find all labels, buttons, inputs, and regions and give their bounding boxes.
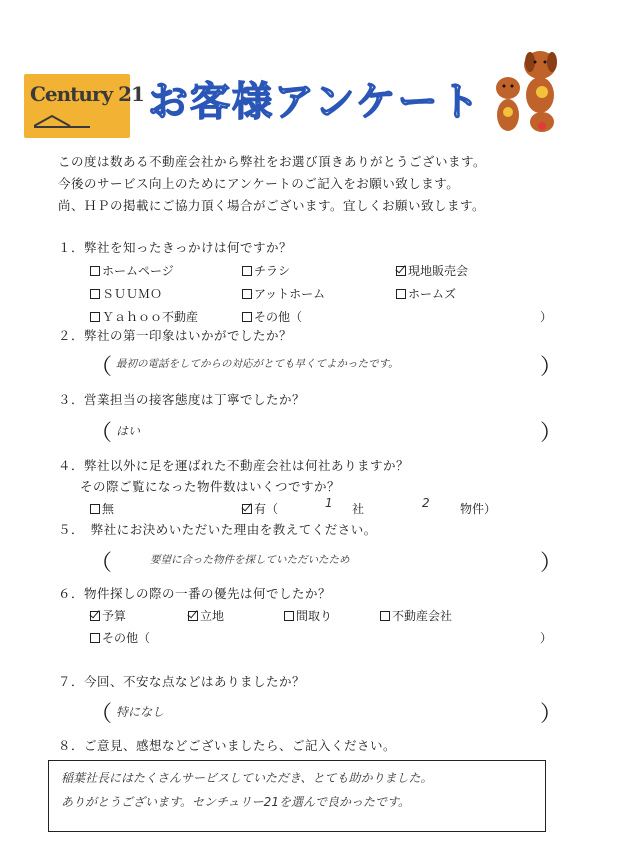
house-roof-icon (34, 114, 90, 128)
century21-logo (24, 74, 144, 138)
q6-question: ６．物件探しの際の一番の優先は何でしたか？ (58, 586, 332, 601)
q1-option-homepage[interactable]: ホームページ (90, 262, 174, 279)
q2-close-paren: ） (540, 355, 563, 380)
checkbox-checked[interactable] (188, 611, 198, 621)
checkbox[interactable] (90, 289, 100, 299)
q5-answer[interactable]: 要望に合った物件を探していただいたため (150, 554, 350, 566)
q6-option-location[interactable]: 立地 (188, 607, 224, 624)
q6-close-paren: ） (540, 631, 553, 645)
q1-question: １．弊社を知ったきっかけは何ですか？ (58, 240, 293, 255)
q4-companies-count[interactable]: 1 (325, 496, 333, 510)
checkbox[interactable] (90, 312, 100, 322)
q6-option-other[interactable]: その他（ (90, 629, 150, 646)
q4-companies-unit: 社 (352, 502, 365, 516)
dog-mascot-icon (470, 40, 580, 140)
q6-option-floorplan[interactable]: 間取り (284, 607, 332, 624)
checkbox[interactable] (380, 611, 390, 621)
checkbox[interactable] (242, 312, 252, 322)
checkbox[interactable] (90, 266, 100, 276)
q4-properties-unit: 物件） (460, 502, 497, 516)
q3-close-paren: ） (540, 421, 563, 446)
q6-option-budget[interactable]: 予算 (90, 607, 126, 624)
checkbox[interactable] (90, 504, 100, 514)
q4-properties-count[interactable]: 2 (422, 496, 430, 510)
q7-open-paren: （ (90, 702, 113, 727)
q1-option-flyer[interactable]: チラシ (242, 262, 290, 279)
q7-question: ７．今回、不安な点などはありましたか？ (58, 674, 306, 689)
q3-open-paren: （ (90, 421, 113, 446)
q3-question: ３．営業担当の接客態度は丁寧でしたか？ (58, 392, 306, 407)
checkbox[interactable] (284, 611, 294, 621)
checkbox[interactable] (242, 266, 252, 276)
q4-question: ４．弊社以外に足を運ばれた不動産会社は何社ありますか？ (58, 458, 410, 473)
q1-close-paren: ） (540, 310, 553, 324)
q2-answer[interactable]: 最初の電話をしてからの対応がとても早くてよかったです。 (116, 358, 399, 370)
q8-comment-box[interactable] (48, 760, 546, 832)
checkbox-checked[interactable] (396, 266, 406, 276)
q5-question: ５． 弊社にお決めいただいた理由を教えてください。 (58, 522, 377, 537)
checkbox[interactable] (396, 289, 406, 299)
q4-option-none[interactable]: 無 (90, 500, 114, 517)
q1-option-suumo[interactable]: ＳＵＵＭＯ (90, 285, 162, 302)
intro-line-1: この度は数ある不動産会社から弊社をお選び頂きありがとうございます。 (58, 154, 487, 169)
q1-option-athome[interactable]: アットホーム (242, 285, 325, 302)
checkbox-checked[interactable] (90, 611, 100, 621)
q4-option-yes[interactable]: 有（ (242, 500, 278, 517)
q3-answer[interactable]: はい (116, 424, 141, 438)
q4-sub-question: その際ご覧になった物件数はいくつですか？ (80, 479, 341, 494)
q1-option-yahoo[interactable]: Ｙａｈｏｏ不動産 (90, 308, 198, 325)
logo-text: Century 21 (30, 82, 144, 106)
q1-option-homes[interactable]: ホームズ (396, 285, 456, 302)
q2-question: ２．弊社の第一印象はいかがでしたか？ (58, 328, 293, 343)
q5-open-paren: （ (90, 551, 113, 576)
q6-option-agency[interactable]: 不動産会社 (380, 607, 452, 624)
q8-question: ８．ご意見、感想などございましたら、ご記入ください。 (58, 738, 397, 753)
q2-open-paren: （ (90, 355, 113, 380)
q7-close-paren: ） (540, 702, 563, 727)
checkbox[interactable] (90, 633, 100, 643)
intro-line-3: 尚、ＨＰの掲載にご協力頂く場合がございます。宜しくお願い致します。 (58, 198, 486, 213)
checkbox-checked[interactable] (242, 504, 252, 514)
intro-line-2: 今後のサービス向上のためにアンケートのご記入をお願い致します。 (58, 176, 460, 191)
q1-option-open-house[interactable]: 現地販売会 (396, 262, 468, 279)
q8-comment-line-2: ありがとうございます。センチュリー21を選んで良かったです。 (61, 795, 410, 809)
page-title: お客様アンケート (148, 79, 482, 125)
q8-comment-line-1: 稲葉社長にはたくさんサービスしていただき、とても助かりました。 (61, 771, 433, 785)
q7-answer[interactable]: 特になし (116, 705, 165, 719)
q5-close-paren: ） (540, 551, 563, 576)
checkbox[interactable] (242, 289, 252, 299)
q1-option-other[interactable]: その他（ (242, 308, 302, 325)
